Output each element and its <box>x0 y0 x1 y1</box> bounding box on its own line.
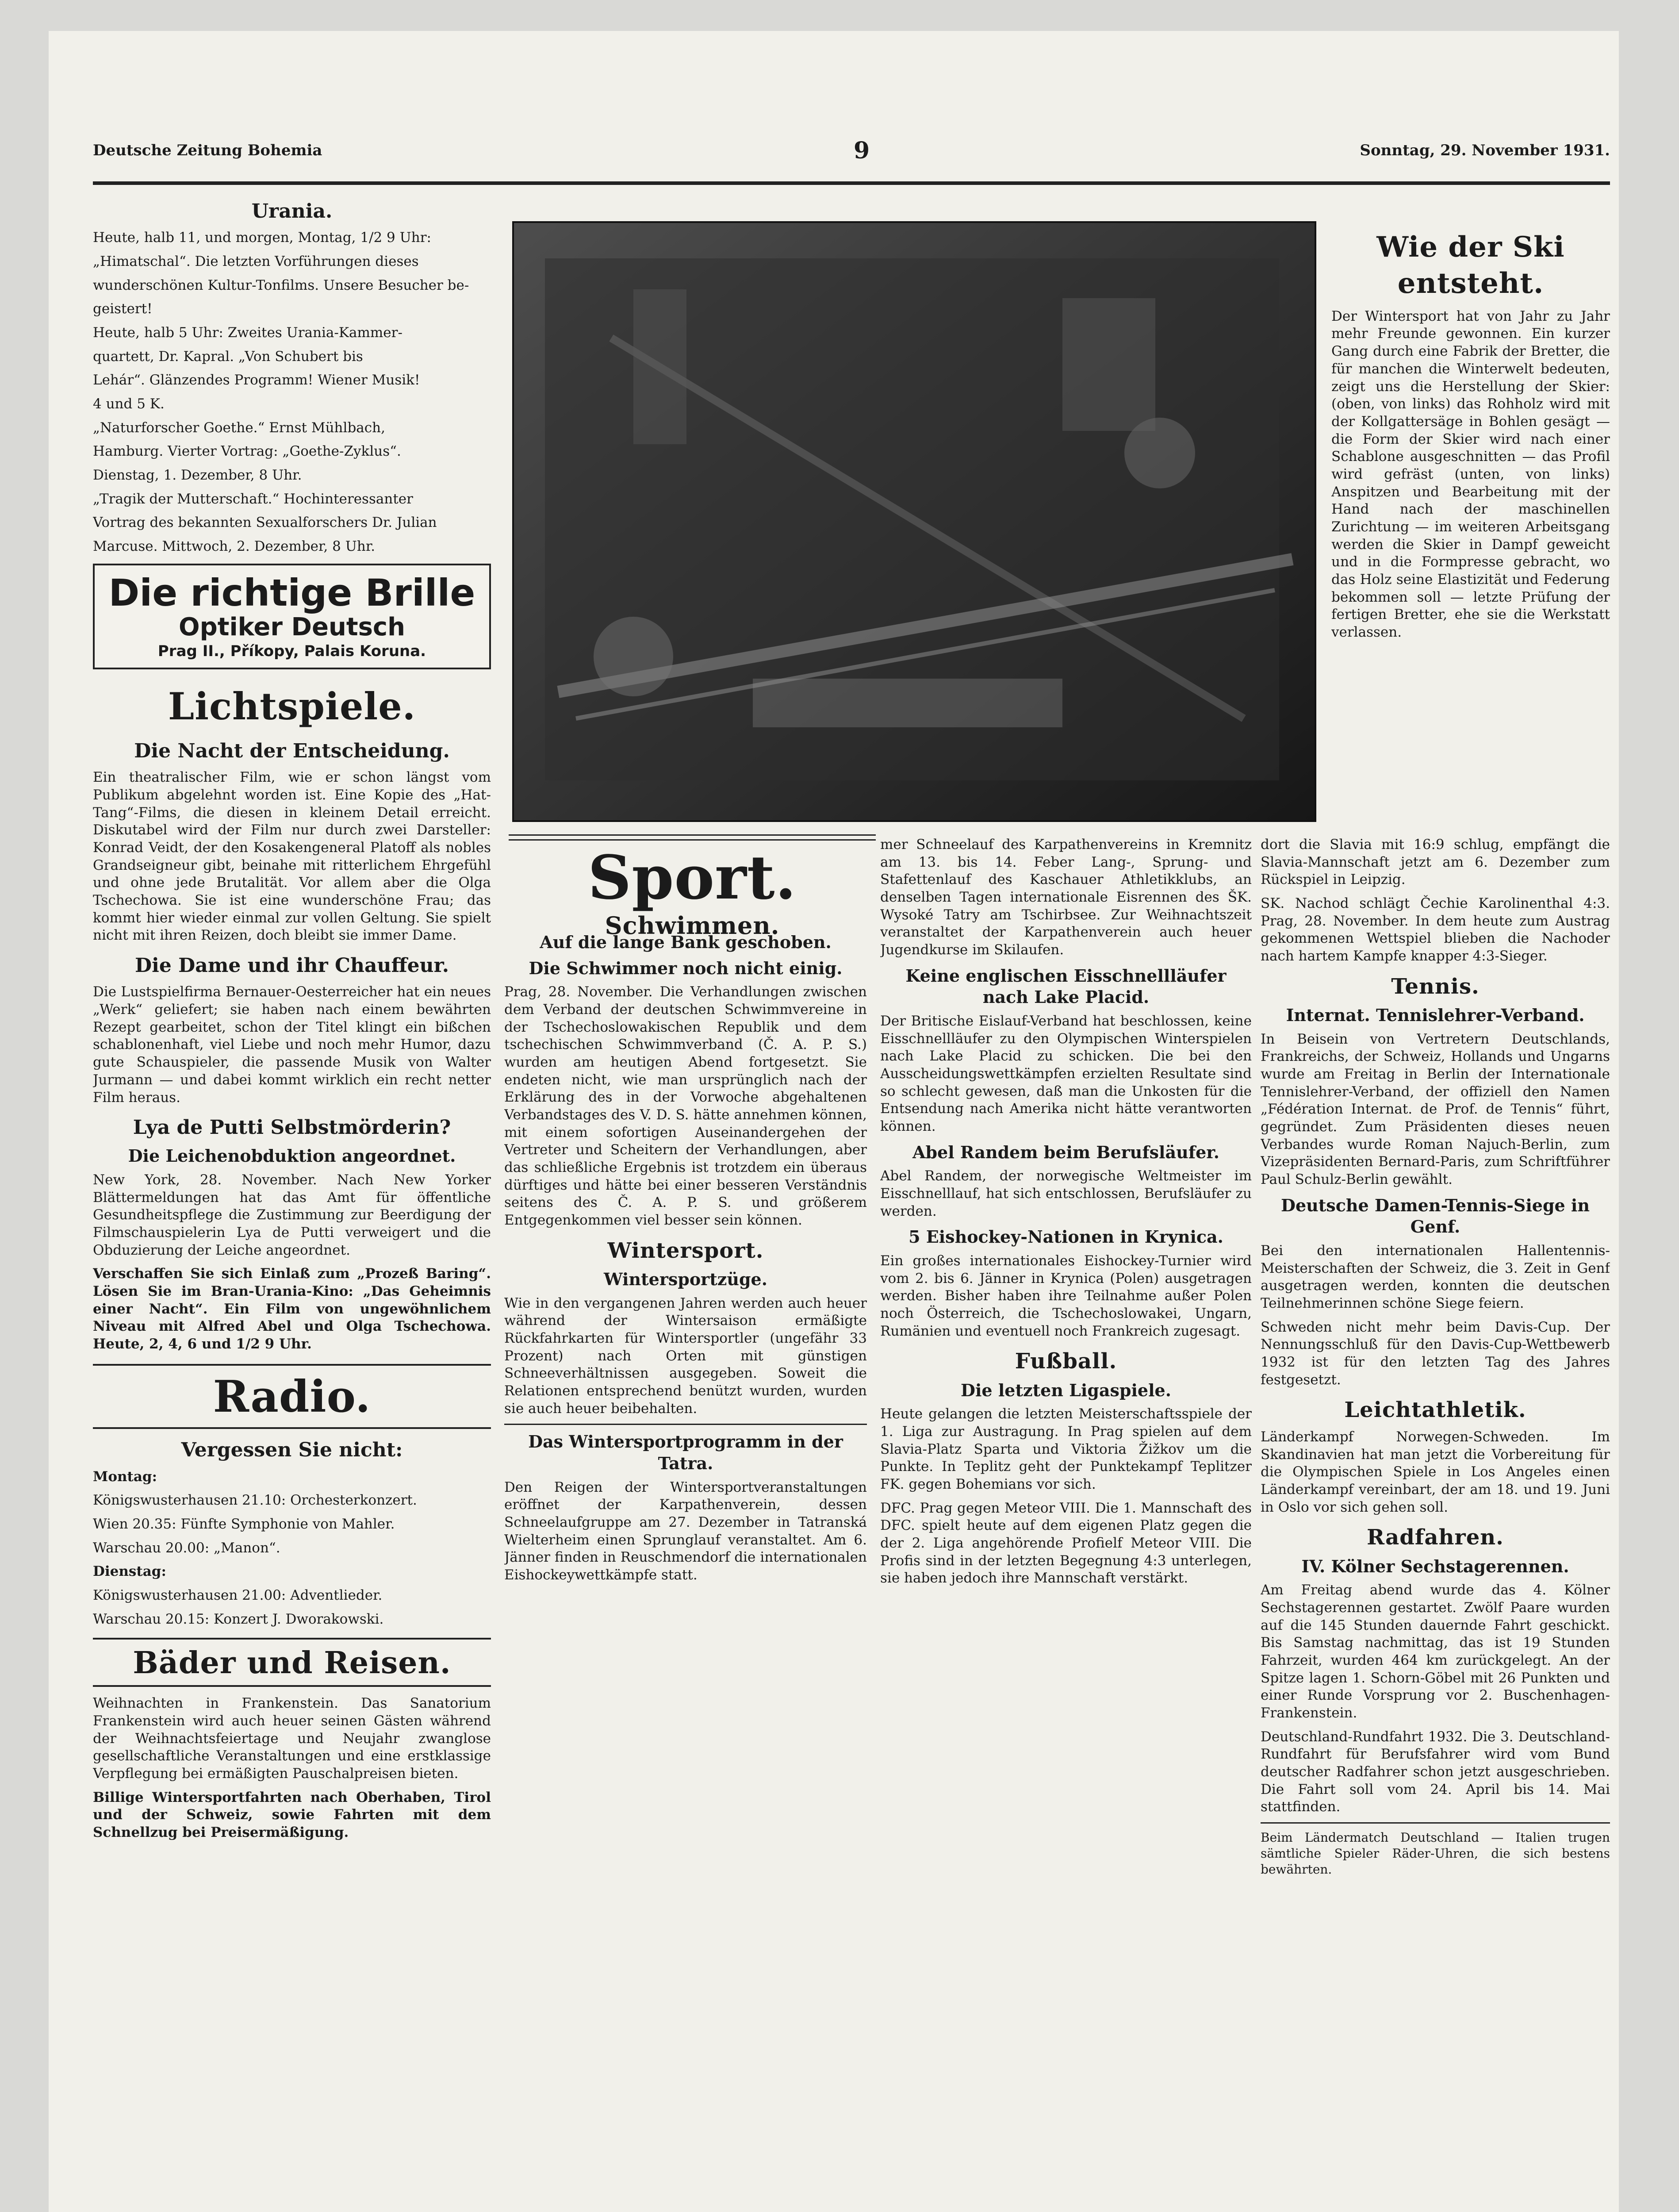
footer-note: Beim Ländermatch Deutschland — Italien trugen sämtliche Spieler Räder-Uhren, die sich bestens bewährten. <box>1261 1830 1610 1877</box>
tennis-title: Tennis. <box>1391 974 1480 999</box>
ski-text: Der Wintersport hat von Jahr zu Jahr mehr Freunde gewonnen. Ein kurzer Gang durch eine Fabrik der Bretter, die für manchen die Winterwelt bedeuten, zeigt uns die Herstellung der Skier: (oben, von links) das Rohholz wird mit der Kollgattersäge in Bohlen gesägt — die Form der Skier wird nach einer Schablone ausgeschnitten — das Profil wird gefräst (unten, von links) Anspitzen und Bearbeitung mit der Hand nach der maschinellen Zurichtung — im weiteren Arbeitsgang werden die Skier in Dampf geweicht und in die Formpresse gebracht, wo das Holz seine Elastizität und Federung bekommen soll — letzte Prüfung der fertigen Bretter, ehe sie die Werkstatt verlassen. <box>1331 308 1610 640</box>
nachod-text: SK. Nachod schlägt Čechie Karolinenthal 4:3. Prag, 28. November. In dem heute zum Austrag gekommenen Wettspiel blieben die Nachoder nach hartem Kampfe knapper 4:3-Sieger. <box>1261 895 1610 964</box>
fussball-subtitle: Die letzten Ligaspiele. <box>961 1380 1171 1400</box>
rader-title: Abel Randem beim Berufsläufer. <box>912 1142 1220 1162</box>
sport-title: Sport. <box>588 842 797 913</box>
eng-title: Keine englischen Eisschnellläufer nach Lake Placid. <box>905 965 1227 1007</box>
masthead: Deutsche Zeitung Bohemia <box>93 142 322 159</box>
tennis-text: In Beisein von Vertretern Deutschlands, Frankreichs, der Schweiz, Hollands und Ungarns wurde am Freitag in Berlin der Internationale Tennislehrer-Verband, der offiziell den Namen „Fédération Internat. de Prof. de Tennis“ führt, gegründet. Zum Präsidenten dieses neuen Verbandes wurde Roman Najuch-Berlin, zum Vizepräsidenten Bernard-Paris, zum Schriftführer Paul Schulz-Berlin gewählt. <box>1261 1031 1610 1188</box>
leichtathletik-title: Leichtathletik. <box>1344 1398 1526 1423</box>
film3-title: Lya de Putti Selbstmörderin? <box>133 1116 451 1139</box>
film1-text: Ein theatralischer Film, wie er schon längst vom Publikum abgelehnt worden ist. Eine Kopie des „Hat-Tang“-Films, die diesen in kleinem Detail erreicht. Diskutabel wird der Film nur durch zwei Darsteller: Konrad Veidt, der den Kosakengeneral Platoff als nobles Grandseigneur gibt, beinahe mit ritterlichem Ehrgefühl und ohne jede Brutalität. Vor allem aber die Olga Tschechowa. Sie ist eine wunderschöne Frau; das kommt hier wieder einmal zur vollen Geltung. Sie spielt nicht mit ihren Reizen, doch bleibt sie immer Dame. <box>93 769 491 944</box>
schwimmen-subtitle-2: Die Schwimmer noch nicht einig. <box>529 958 843 978</box>
baeder-title: Bäder und Reisen. <box>93 1638 491 1687</box>
page-number: 9 <box>854 137 870 164</box>
film2-text: Die Lustspielfirma Bernauer-Oesterreicher hat ein neues „Werk“ geliefert; sie haben nach einem bewährten Rezept gearbeitet, schon der Titel klingt ein bißchen schablonenhaft, viel Liebe und noch mehr Humor, dazu gute Schauspieler, die passende Musik von Walter Jurmann — und dabei kommt wirklich ein recht netter Film heraus. <box>93 984 491 1106</box>
divider <box>504 1424 867 1425</box>
ski-factory-photo <box>512 221 1316 822</box>
film1-title: Die Nacht der Entscheidung. <box>134 740 450 763</box>
daviscup-text: Schweden nicht mehr beim Davis-Cup. Der Nennungsschluß für den Davis-Cup-Wettbewerb 1932 ist für den letzten Tag des Jahres festgesetzt. <box>1261 1319 1610 1388</box>
fussball-text-2: DFC. Prag gegen Meteor VIII. Die 1. Mannschaft des DFC. spielt heute auf dem eigenen Platz gegen die der 2. Liga angehörende Profielf Meteor VIII. Die Profis sind in der letzten Begegnung 4:3 unterlegen, sie haben jedoch ihre Mannschaft verstärkt. <box>880 1500 1252 1586</box>
newspaper-page <box>49 31 1619 2212</box>
leichtathletik-text: Länderkampf Norwegen-Schweden. Im Skandinavien hat man jetzt die Vorbereitung für die Olympischen Spiele in Los Angeles einen Länderkampf vereinbart, der am 18. und 19. Juni in Oslo vor sich gehen soll. <box>1261 1429 1610 1515</box>
intro-text: dort die Slavia mit 16:9 schlug, empfängt die Slavia-Mannschaft jetzt am 6. Dezember zum Rückspiel in Leipzig. <box>1261 837 1610 888</box>
schwimmen-subtitle: Auf die lange Bank geschoben. <box>540 932 832 952</box>
winter-text: Wie in den vergangenen Jahren werden auch heuer während der Wintersaison ermäßigte Rückfahrkarten für Wintersportler (ungefähr 33 Prozent) nach Orten mit günstigen Schneeverhältnissen ausgegeben. Soweit die Relationen entsprechend benützt wurden, wurden sie auch heuer beibehalten. <box>504 1295 867 1417</box>
footer-divider <box>1261 1822 1610 1824</box>
koeln-title: IV. Kölner Sechstagerennen. <box>1301 1556 1569 1576</box>
urania-promo: Verschaffen Sie sich Einlaß zum „Prozeß Baring“. Lösen Sie im Bran-Urania-Kino: „Das Geheimnis einer Nacht“. Ein Film von ungewöhnlichem Niveau mit Alfred Abel und Olga Tschechowa. Heute, 2, 4, 6 und 1/2 9 Uhr. <box>93 1266 491 1352</box>
ad-title: Die richtige Brille <box>108 571 475 614</box>
ski-article <box>1331 226 1610 757</box>
damen-title: Deutsche Damen-Tennis-Siege in Genf. <box>1281 1195 1590 1237</box>
koeln-text: Am Freitag abend wurde das 4. Kölner Sechstagerennen gestartet. Zwölf Paare wurden auf die 145 Stunden dauernde Fahrt geschickt. Bis Samstag nachmittag, das ist 19 Stunden Fahrzeit, wurden 464 km zurückgelegt. An der Spitze lagen 1. Schorn-Göbel mit 26 Punkten und einer Runde Vorsprung vor 2. Buschenhagen-Frankenstein. <box>1261 1582 1610 1721</box>
eng-text: Der Britische Eislauf-Verband hat beschlossen, keine Eisschnellläufer zu den Olympischen Winterspielen nach Lake Placid zu schicken. Die bei den Ausscheidungswettkämpfen erzielten Resultate sind so schlecht gewesen, daß man die Unkosten für die Entsendung nach Amerika nicht hätte verantworten können. <box>880 1013 1252 1134</box>
sport-top-rule <box>509 834 876 841</box>
sport-right-column <box>1261 836 1610 2212</box>
lichtspiele-title: Lichtspiele. <box>168 684 416 728</box>
ski-title: Wie der Ski entsteht. <box>1376 230 1565 300</box>
tatra-text: Den Reigen der Wintersportveranstaltungen eröffnet der Karpathenverein, dessen Schneelaufgruppe am 27. Dezember in Tatranská Wielterheim einen Sprunglauf veranstaltet. Am 6. Jänner finden in Reuschmendorf die internationalen Eishockeywettkämpfe statt. <box>504 1479 867 1583</box>
tatra-title: Das Wintersportprogramm in der Tatra. <box>528 1432 843 1474</box>
winter-title: Wintersport. <box>607 1238 764 1263</box>
left-column <box>93 190 491 2212</box>
urania-title: Urania. <box>251 200 333 223</box>
winter-subtitle: Wintersportzüge. <box>604 1269 767 1290</box>
baeder-text: Weihnachten in Frankenstein. Das Sanatorium Frankenstein wird auch heuer seinen Gästen während der Weihnachtsfeiertage und Neujahr zwanglose gesellschaftliche Veranstaltungen und eine erstklassige Verpflegung bei ermäßigten Pauschalpreisen bieten. <box>93 1695 491 1782</box>
header-rule <box>93 181 1610 185</box>
sport-banner <box>509 827 876 940</box>
fussball-text: Heute gelangen die letzten Meisterschaftsspiele der 1. Liga zur Austragung. In Prag spielen auf dem Slavia-Platz Sparta und Viktoria Žižkov um die Punkte. In Teplitz geht der Punktekampf Teplitzer FK. gegen Bohemians vor sich. <box>880 1406 1252 1493</box>
optiker-ad <box>93 564 491 669</box>
rader-text: Abel Randem, der norwegische Weltmeister im Eisschnelllauf, hat sich entschlossen, Berufsläufer zu werden. <box>880 1168 1252 1219</box>
tennis-subtitle: Internat. Tennislehrer-Verband. <box>1286 1005 1585 1025</box>
radio-title: Radio. <box>93 1364 491 1429</box>
date-line: Sonntag, 29. November 1931. <box>1360 142 1610 159</box>
rundfahrt-text: Deutschland-Rundfahrt 1932. Die 3. Deutschland-Rundfahrt für Berufsfahrer wird vom Bund deutscher Radfahrer schon jetzt ausgeschrieben. Die Fahrt soll vom 24. April bis 14. Mai stattfinden. <box>1261 1728 1610 1815</box>
schwimmen-title: Schwimmen. <box>605 911 780 940</box>
ad-address: Prag II., Příkopy, Palais Koruna. <box>157 642 426 661</box>
karpathen-text: mer Schneelauf des Karpathenvereins in Kremnitz am 13. bis 14. Feber Lang-, Sprung- und Stafettenlauf des Kaschauer Athletikklubs, an denselben Tagen internationale Eisrennen des ŠK. Wysoké Tatry am Tschirbsee. Zur Weihnachtszeit veranstaltet der Karpathenverein auch heuer Jugendkurse im Skilaufen. <box>880 837 1252 958</box>
schwimmen-text: Prag, 28. November. Die Verhandlungen zwischen dem Verband der deutschen Schwimmvereine in der Tschechoslowakischen Republik und dem tschechischen Schwimmverband (Č. A. P. S.) wurden am heutigen Abend fortgesetzt. Sie endeten nicht, wie man ursprünglich nach der Erklärung des in der Vorwoche abgehaltenen Verbandstages des V. D. S. hätte annehmen können, mit einem sofortigen Auseinandergehen der Vertreter und Scheitern der Verhandlungen, aber das schließliche Ergebnis ist trotzdem ein überaus dürftiges und hätte bei einer besseren Verständnis seitens des Č. A. P. S. und größerem Entgegenkommen viel besser sein können. <box>504 984 867 1228</box>
radio-listing: Montag: Königswusterhausen 21.10: Orchesterkonzert. Wien 20.35: Fünfte Symphonie von Mahler. Warschau 20.00: „Manon“. Dienstag: Königswusterhausen 21.00: Adventlieder. Warschau 20.15: Konzert J. Dworakowski. <box>93 1468 417 1627</box>
baeder-note: Billige Wintersportfahrten nach Oberhaben, Tirol und der Schweiz, sowie Fahrten mit dem Schnellzug bei Preisermäßigung. <box>93 1789 491 1841</box>
eishockey-title: 5 Eishockey-Nationen in Krynica. <box>908 1227 1223 1247</box>
film3-text: New York, 28. November. Nach New Yorker Blättermeldungen hat das Amt für öffentliche Gesundheitspflege die Zustimmung zur Beerdigung der Filmschauspielerin Lya de Putti verweigert und die Obduzierung der Leiche angeordnet. <box>93 1172 491 1258</box>
radio-subtitle: Vergessen Sie nicht: <box>181 1439 403 1462</box>
ad-subtitle: Optiker Deutsch <box>179 612 405 641</box>
eishockey-text: Ein großes internationales Eishockey-Turnier wird vom 2. bis 6. Jänner in Krynica (Polen) ausgetragen werden. Bisher haben ihre Teilnahme außer Polen noch Österreich, die Tschechoslowakei, Ungarn, Rumänien und eventuell noch Frankreich zugesagt. <box>880 1252 1252 1339</box>
urania-listing: Heute, halb 11, und morgen, Montag, 1/2 9 Uhr: „Himatschal“. Die letzten Vorführungen dieses wunderschönen Kultur-Tonfilms. Unsere Besucher be- geistert! Heute, halb 5 Uhr: Zweites Urania-Kammer- quartett, Dr. Kapral. „Von Schubert bis Lehár“. Glänzendes Programm! Wiener Musik! 4 und 5 K. „Naturforscher Goethe.“ Ernst Mühlbach, Hamburg. Vierter Vortrag: „Goethe-Zyklus“. Dienstag, 1. Dezember, 8 Uhr. „Tragik der Mutterschaft.“ Hochinteressanter Vortrag des bekannten Sexualforschers Dr. Julian Marcuse. Mittwoch, 2. Dezember, 8 Uhr. <box>93 230 469 555</box>
sport-middle-column <box>880 836 1252 2212</box>
damen-text: Bei den internationalen Hallentennis-Meisterschaften der Schweiz, die 3. Zeit in Genf ausgetragen werden, konnten die deutschen Teilnehmerinnen schöne Siege feiern. <box>1261 1243 1610 1312</box>
page-header <box>93 133 1610 168</box>
film3-subtitle: Die Leichenobduktion angeordnet. <box>128 1146 456 1166</box>
fussball-title: Fußball. <box>1015 1349 1117 1374</box>
sport-left-column <box>504 929 867 2212</box>
film2-title: Die Dame und ihr Chauffeur. <box>134 954 449 977</box>
radfahren-title: Radfahren. <box>1367 1525 1504 1550</box>
